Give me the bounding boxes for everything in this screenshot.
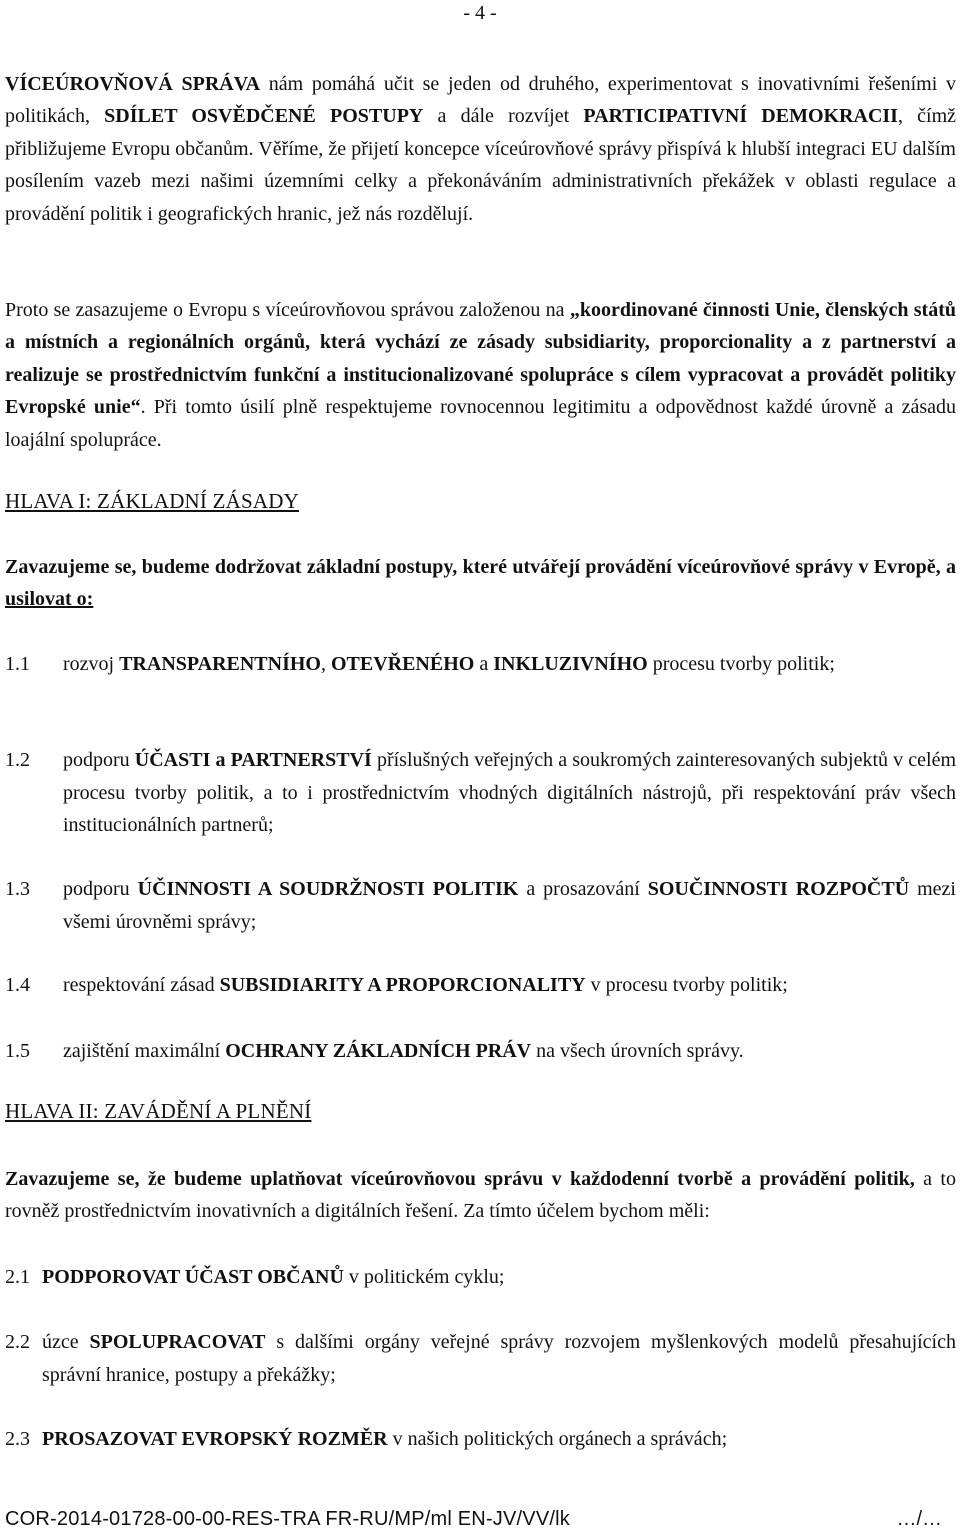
list-item-1-2 bbox=[5, 744, 956, 842]
item-text: PODPOROVAT ÚČAST OBČANŮ v politickém cyklu; bbox=[42, 1266, 505, 1288]
chapter-2-heading: HLAVA II: ZAVÁDĚNÍ A PLNĚNÍ bbox=[5, 1099, 312, 1123]
item-text: podporu ÚČINNOSTI A SOUDRŽNOSTI POLITIK a prosazování SOUČINNOSTI ROZPOČTŮ mezi všemi úrovněmi správy; bbox=[63, 878, 956, 933]
item-text: rozvoj TRANSPARENTNÍHO, OTEVŘENÉHO a INKLUZIVNÍHO procesu tvorby politik; bbox=[63, 653, 835, 675]
chapter-2-intro-text: a to rovněž prostřednictvím inovativních a digitálních řešení. Za tímto účelem bychom měli: bbox=[5, 1168, 956, 1223]
commitment-text-2: . Při tomto úsilí plně respektujeme rovnocennou legitimitu a odpovědnost každé úrovně a zásadu loajální spolupráce. bbox=[5, 396, 956, 451]
intro-text-1: nám pomáhá učit se jeden od druhého, experimentovat s inovativními řešeními v politikách, bbox=[5, 73, 956, 128]
list-item-2-1 bbox=[5, 1261, 956, 1294]
chapter-1-heading: HLAVA I: ZÁKLADNÍ ZÁSADY bbox=[5, 489, 299, 513]
list-item-2-3 bbox=[5, 1423, 956, 1456]
intro-bold-1: VÍCEÚROVŇOVÁ SPRÁVA bbox=[5, 73, 261, 95]
item-number: 2.3 bbox=[5, 1428, 30, 1450]
intro-text-3: , čímž přibližujeme Evropu občanům. Věříme, že přijetí koncepce víceúrovňové správy přispívá k hlubší integraci EU dalším posílením vazeb mezi našimi územními celky a překonáváním administrativních překážek v oblasti regulace a provádění politik i geografických hranic, jež nás rozdělují. bbox=[5, 105, 957, 225]
chapter-1-intro-bold: Zavazujeme se, budeme dodržovat základní postupy, které utvářejí provádění víceúrovňové správy v Evropě, a bbox=[5, 556, 956, 578]
commitment-paragraph bbox=[5, 294, 956, 456]
item-number: 1.4 bbox=[5, 974, 30, 996]
item-text: podporu ÚČASTI a PARTNERSTVÍ příslušných veřejných a soukromých zainteresovaných subjektů v celém procesu tvorby politik, a to i prostřednictvím vhodných digitálních nástrojů, při respektování práv všech institucionálních partnerů; bbox=[63, 749, 957, 837]
chapter-1-intro-underlined: usilovat o: bbox=[5, 588, 94, 611]
item-text: PROSAZOVAT EVROPSKÝ ROZMĚR v našich politických orgánech a správách; bbox=[42, 1428, 728, 1450]
commitment-text-1: Proto se zasazujeme o Evropu s víceúrovňovou správou založenou na bbox=[5, 299, 570, 321]
intro-bold-2: SDÍLET OSVĚDČENÉ POSTUPY bbox=[104, 105, 424, 128]
item-number: 2.2 bbox=[5, 1331, 30, 1353]
intro-paragraph bbox=[5, 68, 956, 230]
list-item-1-5 bbox=[5, 1035, 956, 1068]
document-reference-code: COR-2014-01728-00-00-RES-TRA FR-RU/MP/ml EN-JV/VV/lk bbox=[5, 1508, 570, 1530]
item-number: 1.5 bbox=[5, 1040, 30, 1062]
commitment-quote: „koordinované činnosti Unie, členských států a místních a regionálních orgánů, která vychází ze zásady subsidiarity, proporcionality a z partnerství a realizuje se prostřednictvím funkční a institucionalizované spolupráce s cílem vypracovat a provádět politiky Evropské unie“ bbox=[5, 299, 956, 419]
intro-text-2: a dále rozvíjet bbox=[423, 105, 584, 128]
chapter-2-intro-bold: Zavazujeme se, že budeme uplatňovat víceúrovňovou správu v každodenní tvorbě a provádění politik, bbox=[5, 1168, 915, 1190]
item-text: úzce SPOLUPRACOVAT s dalšími orgány veřejné správy rozvojem myšlenkových modelů přesahujících správní hranice, postupy a překážky; bbox=[42, 1331, 956, 1386]
item-number: 1.1 bbox=[5, 653, 30, 675]
item-text: zajištění maximální OCHRANY ZÁKLADNÍCH PRÁV na všech úrovních správy. bbox=[63, 1040, 744, 1062]
continuation-marker: …/… bbox=[896, 1508, 942, 1530]
chapter-1-intro bbox=[5, 551, 956, 616]
item-text: respektování zásad SUBSIDIARITY A PROPORCIONALITY v procesu tvorby politik; bbox=[63, 974, 788, 996]
list-item-1-4 bbox=[5, 969, 956, 1002]
item-number: 1.2 bbox=[5, 749, 30, 771]
chapter-2-intro bbox=[5, 1163, 956, 1228]
item-number: 1.3 bbox=[5, 878, 30, 900]
list-item-2-2 bbox=[5, 1326, 956, 1391]
list-item-1-3 bbox=[5, 873, 956, 938]
item-number: 2.1 bbox=[5, 1266, 30, 1288]
list-item-1-1 bbox=[5, 648, 956, 681]
page-number: - 4 - bbox=[463, 2, 497, 24]
intro-bold-3: PARTICIPATIVNÍ DEMOKRACII bbox=[583, 105, 898, 128]
